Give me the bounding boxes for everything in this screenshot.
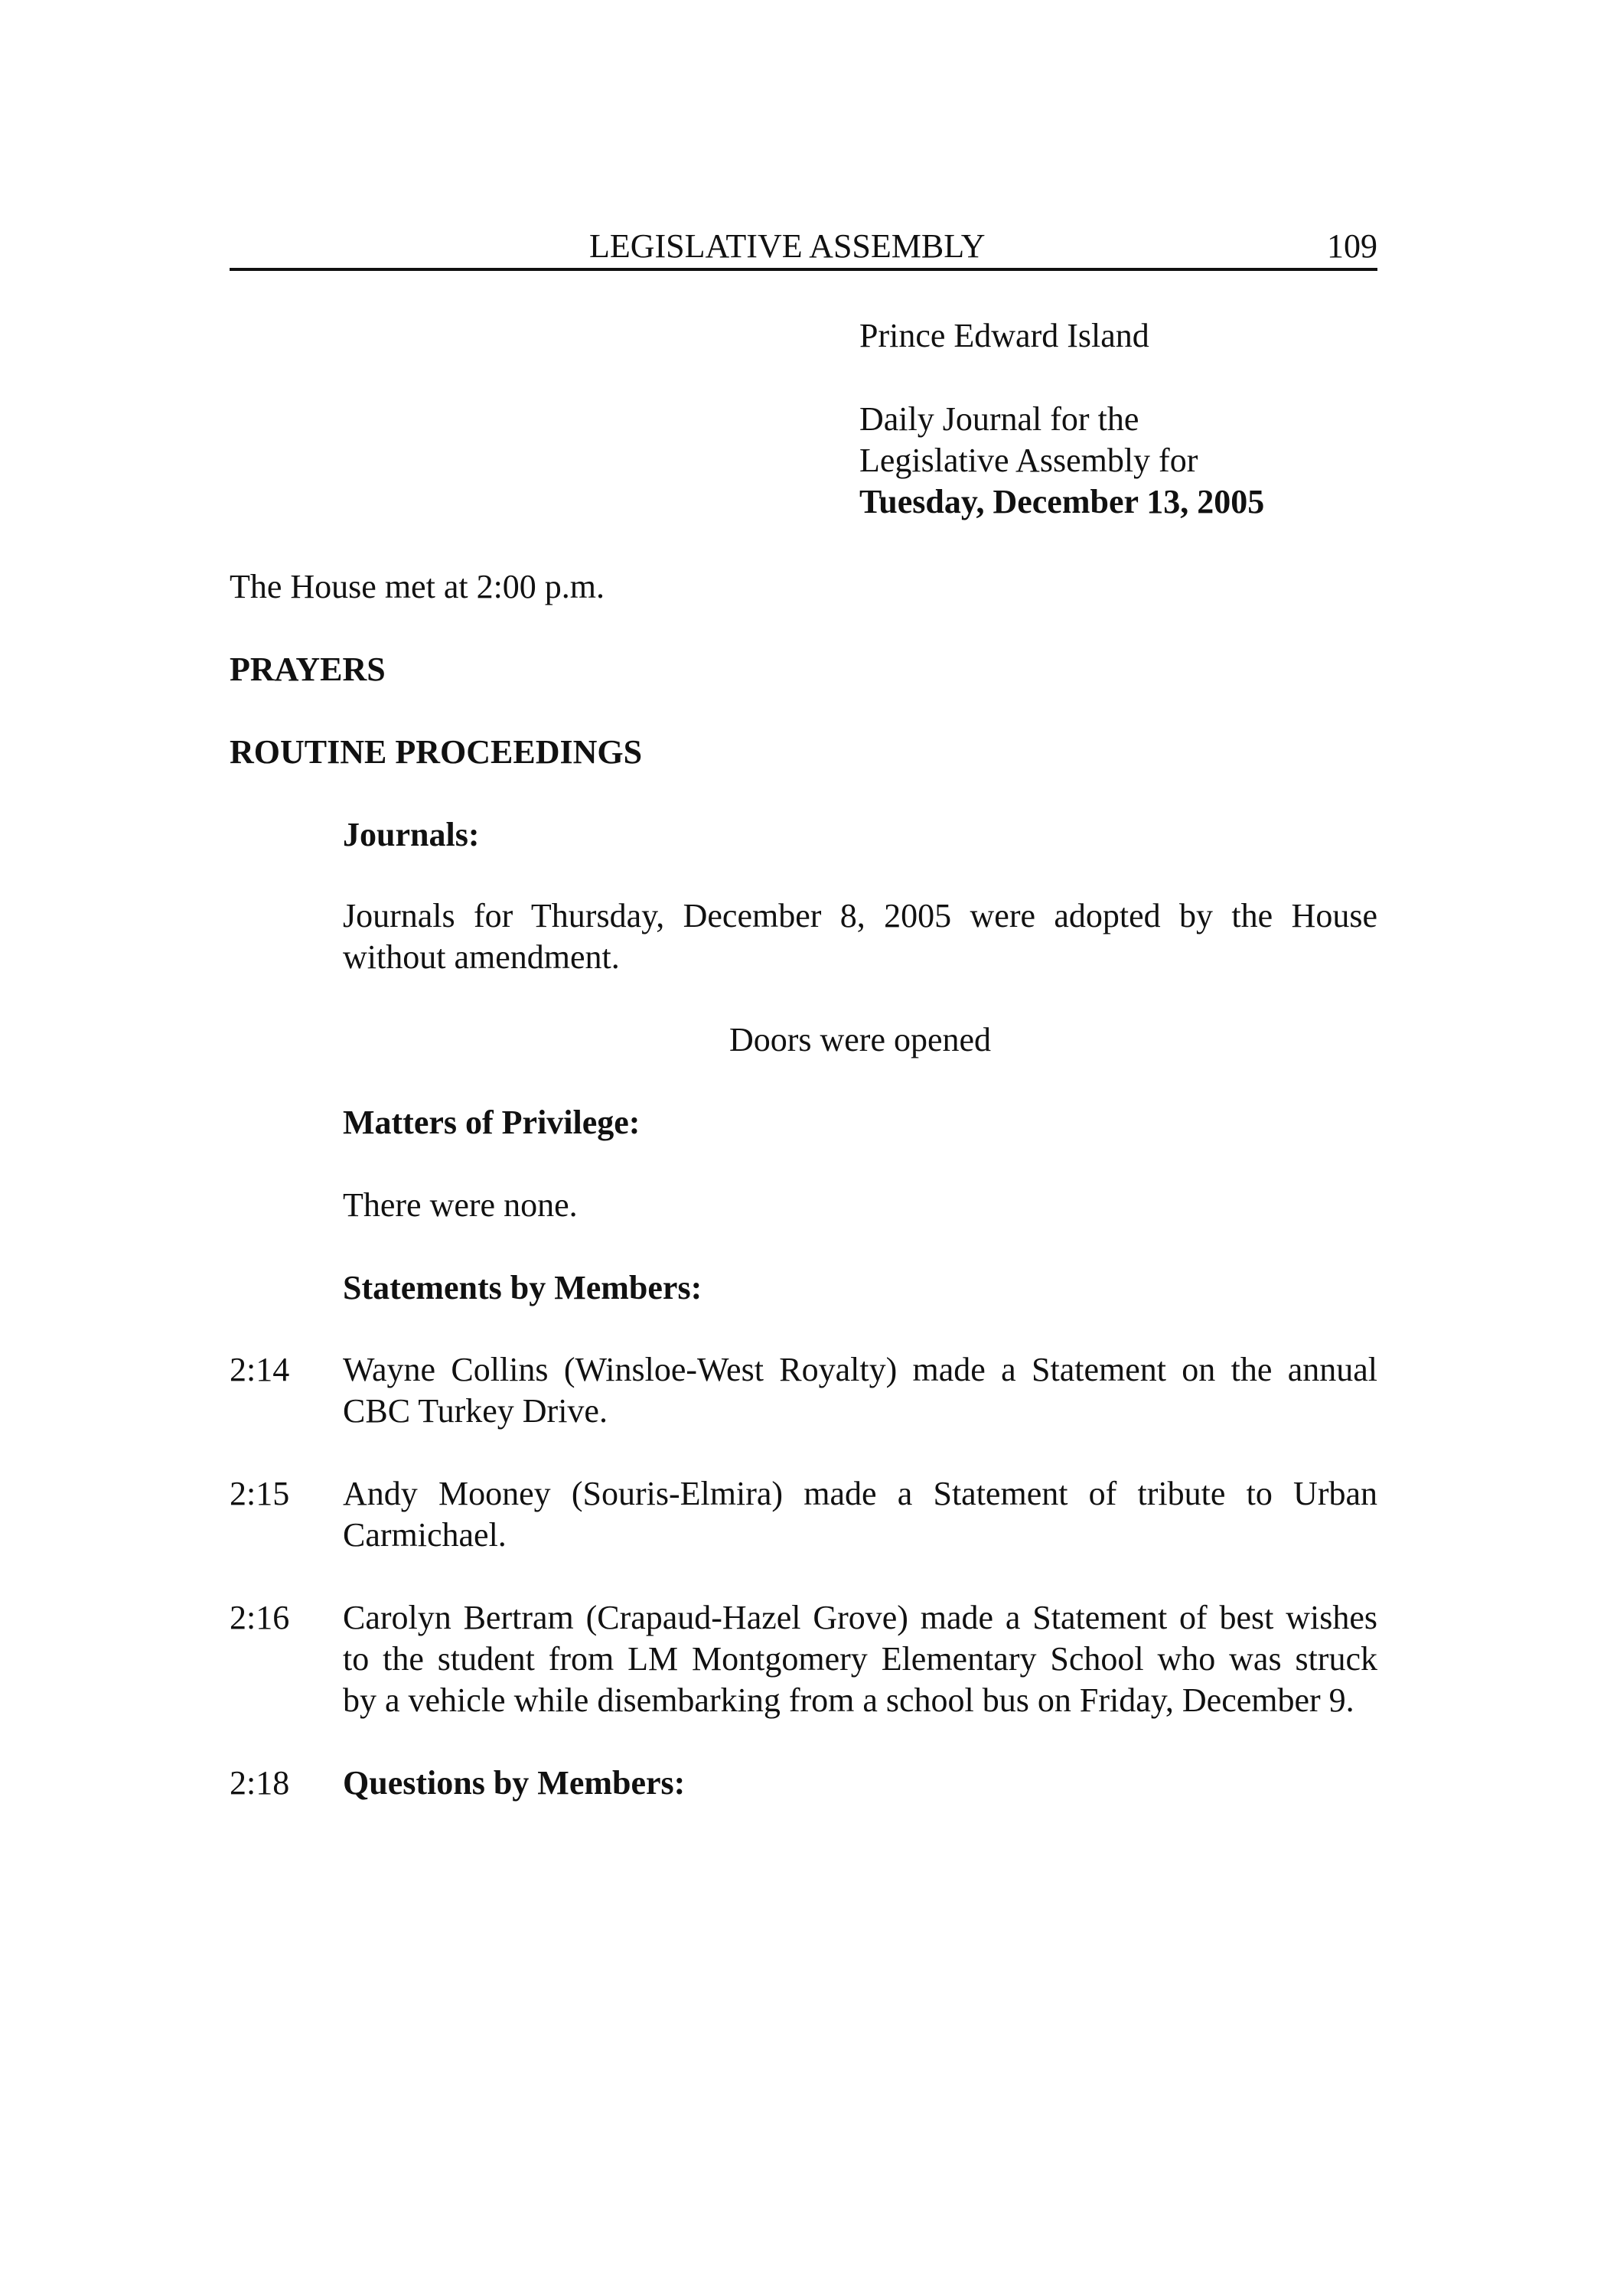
- province-name: Prince Edward Island: [859, 317, 1149, 354]
- page-number: 109: [1327, 227, 1377, 265]
- statement-line: to the student from LM Montgomery Elementary School who was struck: [343, 1640, 1377, 1678]
- routine-proceedings-heading: ROUTINE PROCEEDINGS: [230, 733, 643, 771]
- header-title: LEGISLATIVE ASSEMBLY: [589, 227, 986, 265]
- statements-heading: Statements by Members:: [343, 1269, 702, 1306]
- statement-line: Carolyn Bertram (Crapaud-Hazel Grove) made a Statement of best wishes: [343, 1599, 1377, 1636]
- statement-line: CBC Turkey Drive.: [343, 1392, 608, 1430]
- statement-line: by a vehicle while disembarking from a school bus on Friday, December 9.: [343, 1681, 1354, 1719]
- doors-opened: Doors were opened: [729, 1021, 992, 1058]
- statement-time: 2:14: [230, 1351, 290, 1388]
- statement-time: 2:16: [230, 1599, 290, 1636]
- journals-line-2: without amendment.: [343, 938, 620, 976]
- page-header: [230, 225, 1377, 271]
- privilege-text: There were none.: [343, 1186, 578, 1224]
- journals-paragraph: [343, 895, 1377, 978]
- questions-heading: Questions by Members:: [343, 1764, 686, 1802]
- statement-line: Carmichael.: [343, 1516, 507, 1554]
- statement-line: Andy Mooney (Souris-Elmira) made a Statement of tribute to Urban: [343, 1475, 1377, 1512]
- journal-date: Tuesday, December 13, 2005: [859, 483, 1265, 520]
- questions-time: 2:18: [230, 1764, 290, 1802]
- journals-heading: Journals:: [343, 816, 480, 853]
- journal-line-1: Daily Journal for the: [859, 400, 1139, 438]
- statement-entry: [343, 1473, 1377, 1556]
- journal-line-2: Legislative Assembly for: [859, 442, 1198, 479]
- statement-entry: [343, 1349, 1377, 1432]
- prayers-heading: PRAYERS: [230, 651, 386, 688]
- statement-line: Wayne Collins (Winsloe-West Royalty) made a Statement on the annual: [343, 1351, 1377, 1388]
- statement-time: 2:15: [230, 1475, 290, 1512]
- statement-entry: [343, 1597, 1377, 1721]
- privilege-heading: Matters of Privilege:: [343, 1104, 641, 1141]
- journals-line-1: Journals for Thursday, December 8, 2005 were adopted by the House: [343, 897, 1377, 934]
- opening-statement: The House met at 2:00 p.m.: [230, 568, 605, 605]
